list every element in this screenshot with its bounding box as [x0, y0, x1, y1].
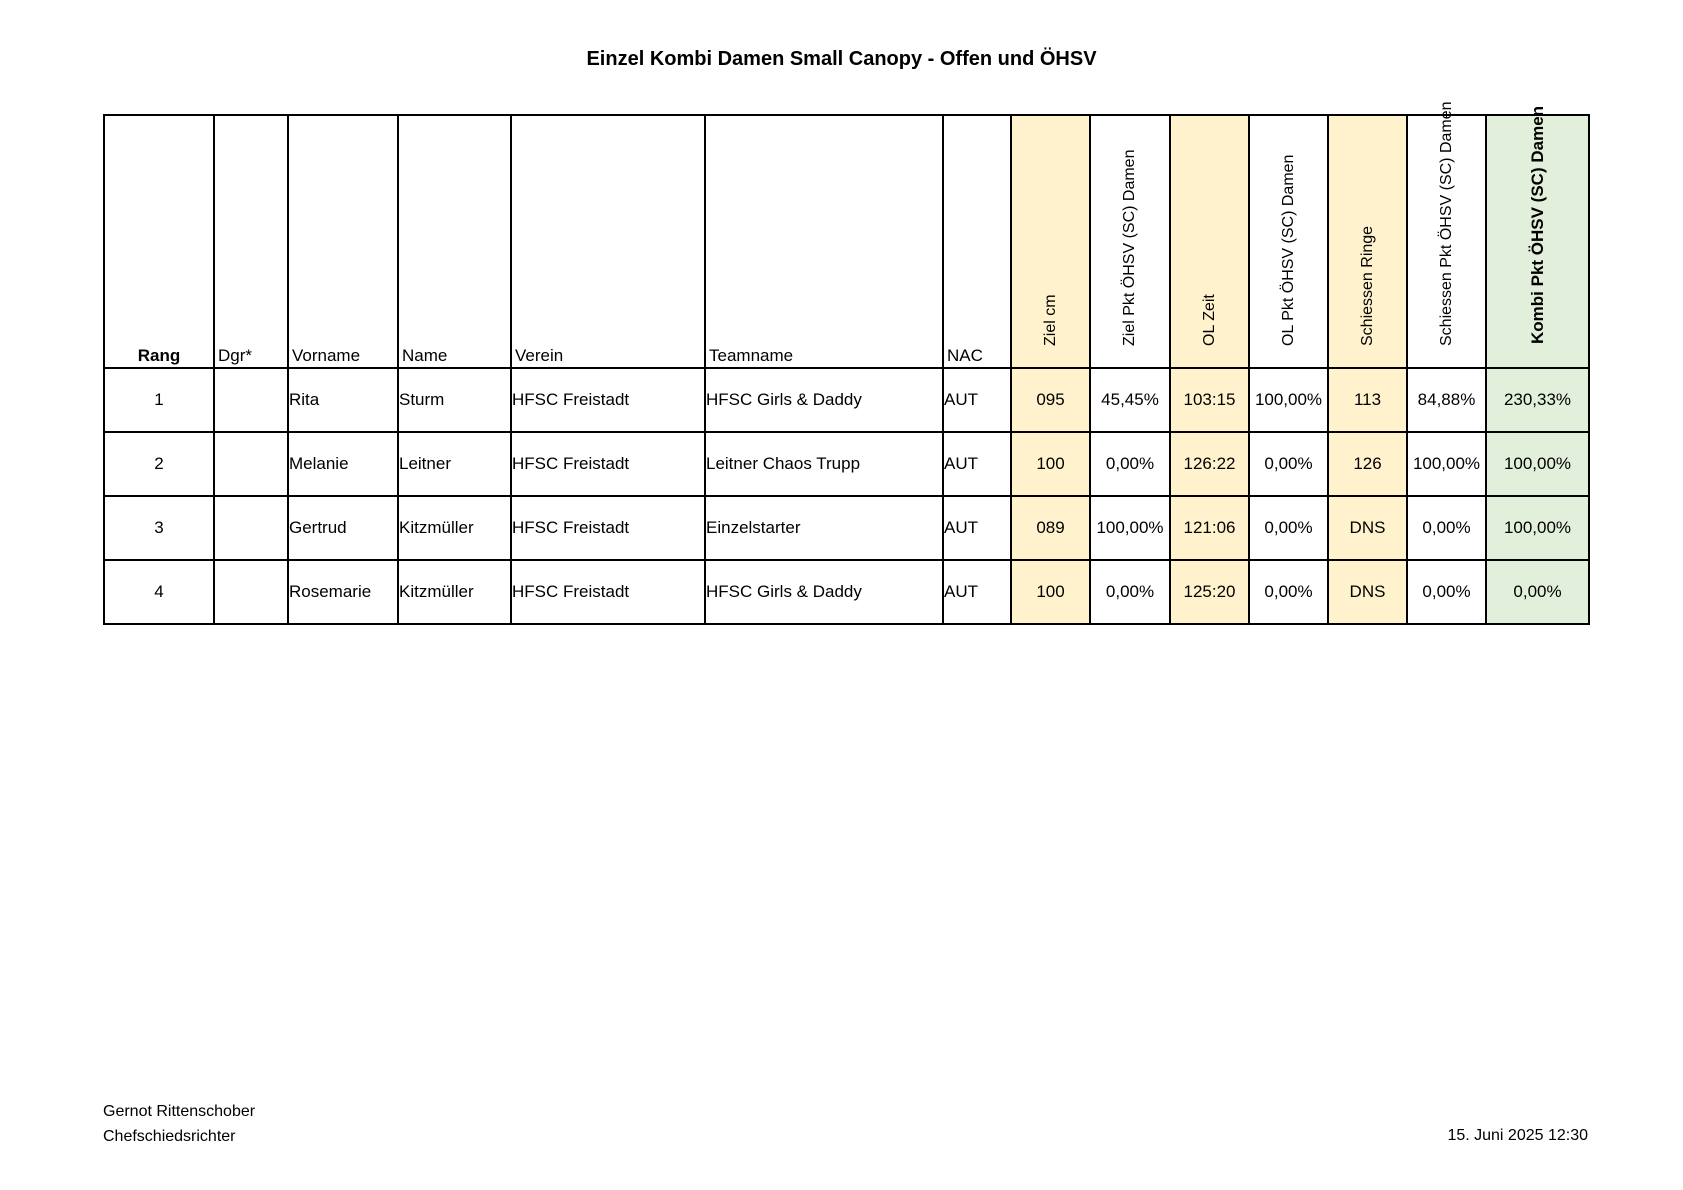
cell-schiessen-ringe: DNS — [1328, 496, 1407, 560]
cell-kombi-pkt: 100,00% — [1486, 496, 1589, 560]
page-title: Einzel Kombi Damen Small Canopy - Offen und ÖHSV — [586, 48, 1097, 70]
cell-dgr — [214, 560, 288, 624]
cell-dgr — [214, 368, 288, 432]
cell-verein: HFSC Freistadt — [511, 432, 705, 496]
cell-rang: 4 — [104, 560, 214, 624]
cell-ol-zeit: 121:06 — [1170, 496, 1249, 560]
cell-teamname: HFSC Girls & Daddy — [705, 560, 943, 624]
cell-name: Kitzmüller — [398, 496, 511, 560]
cell-verein: HFSC Freistadt — [511, 496, 705, 560]
cell-rang: 1 — [104, 368, 214, 432]
results-table — [103, 101, 1590, 625]
cell-name: Sturm — [398, 368, 511, 432]
cell-ziel-cm: 100 — [1011, 560, 1090, 624]
cell-rang: 3 — [104, 496, 214, 560]
cell-vorname: Rosemarie — [288, 560, 398, 624]
cell-dgr — [214, 496, 288, 560]
cell-ol-pkt: 0,00% — [1249, 560, 1328, 624]
cell-kombi-pkt: 0,00% — [1486, 560, 1589, 624]
cell-dgr — [214, 432, 288, 496]
cell-schiessen-ringe: 126 — [1328, 432, 1407, 496]
cell-ol-zeit: 126:22 — [1170, 432, 1249, 496]
table-row — [104, 432, 1589, 496]
cell-ol-zeit: 125:20 — [1170, 560, 1249, 624]
header-row — [104, 115, 1589, 368]
table-row — [104, 496, 1589, 560]
cell-vorname: Gertrud — [288, 496, 398, 560]
cell-kombi-pkt: 100,00% — [1486, 432, 1589, 496]
cell-ziel-cm: 089 — [1011, 496, 1090, 560]
cell-name: Kitzmüller — [398, 560, 511, 624]
header-dgr: Dgr* — [214, 115, 288, 368]
cell-schiessen-ringe: DNS — [1328, 560, 1407, 624]
cell-ziel-cm: 095 — [1011, 368, 1090, 432]
header-name: Name — [398, 115, 511, 368]
signatory-role: Chefschiedsrichter — [103, 1128, 236, 1145]
header-teamname: Teamname — [705, 115, 943, 368]
cell-nac: AUT — [943, 496, 1011, 560]
cell-teamname: HFSC Girls & Daddy — [705, 368, 943, 432]
cell-schiessen-pkt: 84,88% — [1407, 368, 1486, 432]
header-nac: NAC — [943, 115, 1011, 368]
header-schiessen-ringe: Schiessen Ringe — [1328, 115, 1407, 368]
cell-schiessen-pkt: 0,00% — [1407, 496, 1486, 560]
header-vorname: Vorname — [288, 115, 398, 368]
print-date: 15. Juni 2025 12:30 — [1447, 1127, 1588, 1144]
header-ziel-cm: Ziel cm — [1011, 115, 1090, 368]
cell-name: Leitner — [398, 432, 511, 496]
header-ziel-pkt: Ziel Pkt ÖHSV (SC) Damen — [1090, 115, 1170, 368]
signatory-name: Gernot Rittenschober — [103, 1103, 256, 1120]
cell-ziel-pkt: 0,00% — [1090, 432, 1170, 496]
cell-teamname: Einzelstarter — [705, 496, 943, 560]
cell-ziel-pkt: 45,45% — [1090, 368, 1170, 432]
cell-teamname: Leitner Chaos Trupp — [705, 432, 943, 496]
cell-verein: HFSC Freistadt — [511, 368, 705, 432]
cell-rang: 2 — [104, 432, 214, 496]
cell-ol-pkt: 0,00% — [1249, 432, 1328, 496]
cell-nac: AUT — [943, 368, 1011, 432]
cell-ol-pkt: 0,00% — [1249, 496, 1328, 560]
table-row — [104, 560, 1589, 624]
header-schiessen-pkt: Schiessen Pkt ÖHSV (SC) Damen — [1407, 115, 1486, 368]
cell-vorname: Rita — [288, 368, 398, 432]
cell-verein: HFSC Freistadt — [511, 560, 705, 624]
cell-ziel-pkt: 100,00% — [1090, 496, 1170, 560]
cell-kombi-pkt: 230,33% — [1486, 368, 1589, 432]
header-kombi-pkt: Kombi Pkt ÖHSV (SC) Damen — [1486, 115, 1589, 368]
cell-nac: AUT — [943, 560, 1011, 624]
cell-nac: AUT — [943, 432, 1011, 496]
header-ol-pkt: OL Pkt ÖHSV (SC) Damen — [1249, 115, 1328, 368]
header-ol-zeit: OL Zeit — [1170, 115, 1249, 368]
cell-vorname: Melanie — [288, 432, 398, 496]
cell-ol-zeit: 103:15 — [1170, 368, 1249, 432]
header-rang: Rang — [104, 115, 214, 368]
cell-ziel-cm: 100 — [1011, 432, 1090, 496]
header-verein: Verein — [511, 115, 705, 368]
cell-schiessen-pkt: 100,00% — [1407, 432, 1486, 496]
cell-schiessen-pkt: 0,00% — [1407, 560, 1486, 624]
cell-ol-pkt: 100,00% — [1249, 368, 1328, 432]
cell-ziel-pkt: 0,00% — [1090, 560, 1170, 624]
cell-schiessen-ringe: 113 — [1328, 368, 1407, 432]
table-row — [104, 368, 1589, 432]
